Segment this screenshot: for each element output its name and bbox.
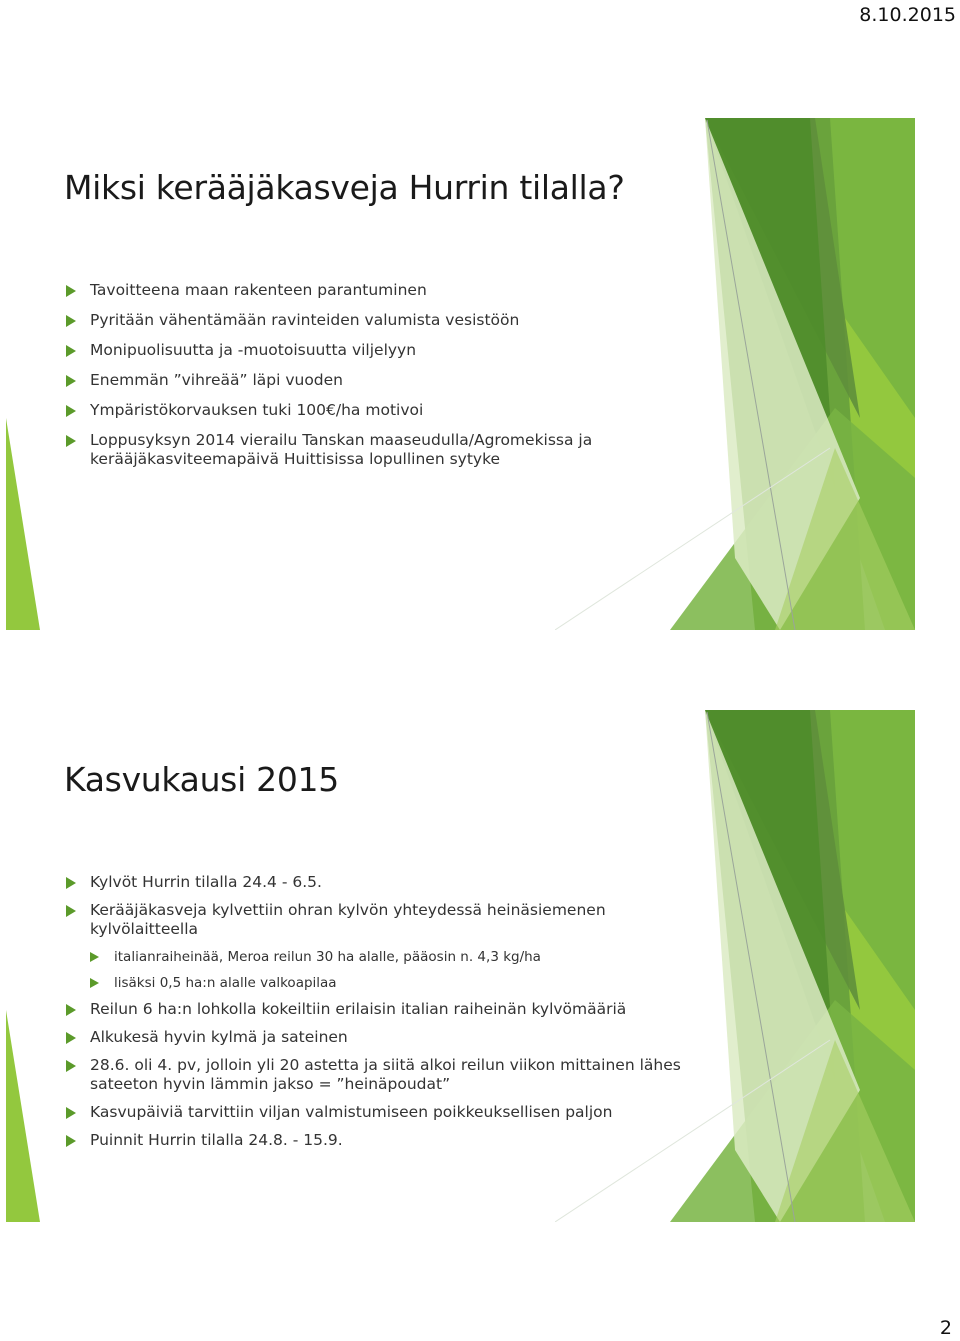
bullet-text: Tavoitteena maan rakenteen parantuminen	[90, 281, 427, 299]
bullet-text: Pyritään vähentämään ravinteiden valumista vesistöön	[90, 311, 520, 329]
bullet-list	[66, 281, 706, 480]
list-item	[66, 341, 706, 360]
triangle-bullet-icon	[90, 952, 99, 962]
list-item	[66, 371, 706, 390]
triangle-bullet-icon	[66, 877, 76, 889]
bullet-text: Enemmän ”vihreää” läpi vuoden	[90, 371, 344, 389]
sub-list-item	[90, 948, 706, 966]
bullet-text: Kasvupäiviä tarvittiin viljan valmistumiseen poikkeuksellisen paljon	[90, 1103, 613, 1121]
green-facet-left-decoration	[0, 710, 60, 1222]
triangle-bullet-icon	[66, 1032, 76, 1044]
bullet-text: Puinnit Hurrin tilalla 24.8. - 15.9.	[90, 1131, 343, 1149]
bullet-text: 28.6. oli 4. pv, jolloin yli 20 astetta ja siitä alkoi reilun viikon mittainen lähes sateeton hyvin lämmin jakso = ”heinäpoudat”	[90, 1056, 681, 1093]
list-item	[66, 281, 706, 300]
list-item	[66, 1103, 706, 1122]
slide-title: Miksi kerääjäkasveja Hurrin tilalla?	[64, 168, 625, 207]
bullet-text: lisäksi 0,5 ha:n alalle valkoapilaa	[114, 975, 337, 991]
triangle-bullet-icon	[66, 1135, 76, 1147]
bullet-list	[66, 873, 706, 1159]
bullet-text: Monipuolisuutta ja -muotoisuutta viljelyyn	[90, 341, 417, 359]
bullet-text: italianraiheinää, Meroa reilun 30 ha alalle, pääosin n. 4,3 kg/ha	[114, 949, 541, 965]
list-item	[66, 1056, 706, 1094]
list-item	[66, 401, 706, 420]
sub-list-item	[90, 974, 706, 992]
bullet-text: Kylvöt Hurrin tilalla 24.4 - 6.5.	[90, 873, 322, 891]
slide-1	[0, 118, 960, 630]
bullet-text: Loppusyksyn 2014 vierailu Tanskan maaseudulla/Agromekissa ja kerääjäkasviteemapäivä Huittisissa lopullinen sytyke	[90, 431, 593, 468]
triangle-bullet-icon	[90, 978, 99, 988]
list-item	[66, 1131, 706, 1150]
triangle-bullet-icon	[66, 345, 76, 357]
triangle-bullet-icon	[66, 375, 76, 387]
list-item	[66, 901, 706, 939]
header-date: 8.10.2015	[859, 4, 956, 26]
triangle-bullet-icon	[66, 1060, 76, 1072]
triangle-bullet-icon	[66, 1107, 76, 1119]
list-item	[66, 873, 706, 892]
triangle-bullet-icon	[66, 405, 76, 417]
bullet-text: Kerääjäkasveja kylvettiin ohran kylvön yhteydessä heinäsiemenen kylvölaitteella	[90, 901, 606, 938]
list-item	[66, 1028, 706, 1047]
triangle-bullet-icon	[66, 315, 76, 327]
bullet-text: Ympäristökorvauksen tuki 100€/ha motivoi	[90, 401, 424, 419]
bullet-text: Reilun 6 ha:n lohkolla kokeiltiin erilaisin italian raiheinän kylvömääriä	[90, 1000, 627, 1018]
slide-2	[0, 710, 960, 1222]
list-item	[66, 1000, 706, 1019]
triangle-bullet-icon	[66, 285, 76, 297]
triangle-bullet-icon	[66, 435, 76, 447]
green-facet-left-decoration	[0, 118, 60, 630]
list-item	[66, 311, 706, 330]
triangle-bullet-icon	[66, 1004, 76, 1016]
bullet-text: Alkukesä hyvin kylmä ja sateinen	[90, 1028, 348, 1046]
page-number: 2	[939, 1317, 952, 1339]
slide-title: Kasvukausi 2015	[64, 760, 339, 799]
triangle-bullet-icon	[66, 905, 76, 917]
list-item	[66, 431, 706, 469]
